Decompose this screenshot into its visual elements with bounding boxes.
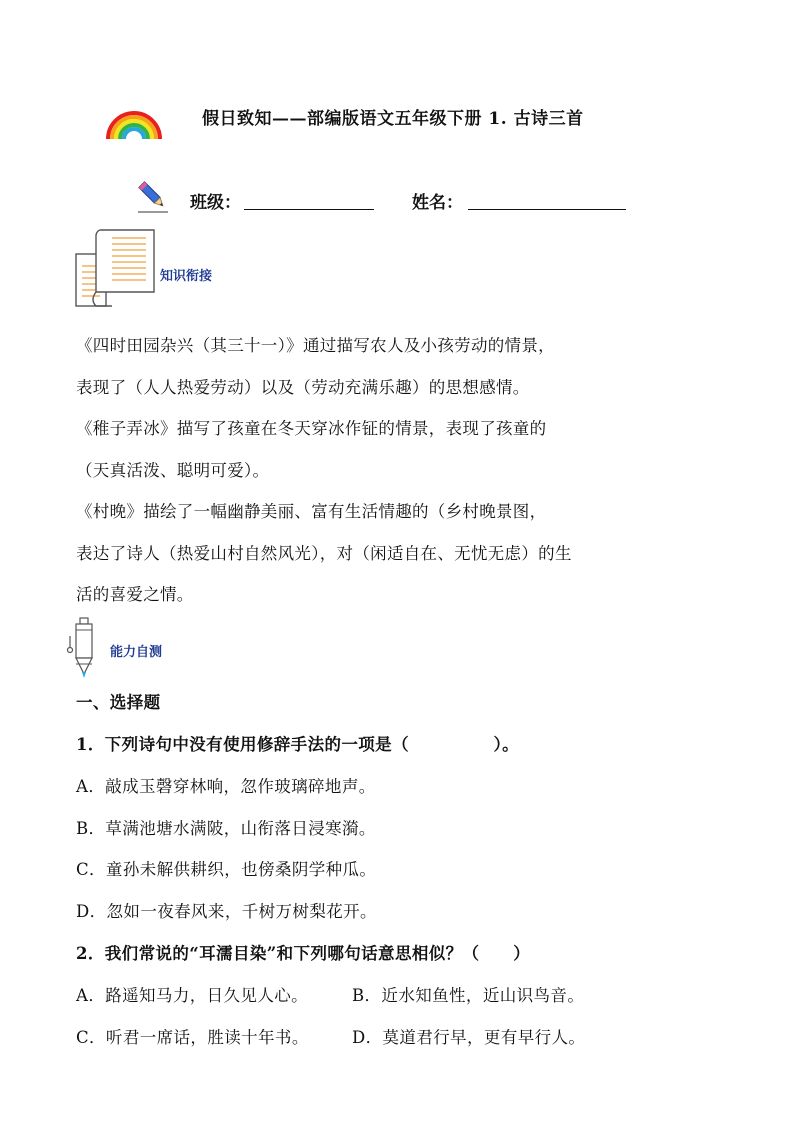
name-input-line[interactable] (468, 209, 626, 210)
name-label: 姓名： (412, 193, 463, 213)
question-2-option-c[interactable]: C．听君一席话，胜读十年书。 (76, 1028, 309, 1047)
rainbow-icon (104, 106, 164, 140)
knowledge-line-5: 《村晚》描绘了一幅幽静美丽、富有生活情趣的（乡村晚景图， (76, 502, 547, 521)
knowledge-line-4: （天真活泼、聪明可爱）。 (76, 460, 270, 480)
part-title: 一、选择题 (76, 693, 161, 712)
page-title: 假日致知——部编版语文五年级下册 1. 古诗三首 (202, 109, 584, 129)
pen-icon (64, 616, 104, 682)
knowledge-line-1: 《四时田园杂兴（其三十一）》通过描写农人及小孩劳动的情景， (76, 336, 555, 355)
class-input-line[interactable] (244, 209, 374, 210)
question-1-option-a[interactable]: A．敲成玉磬穿林响，忽作玻璃碎地声。 (76, 777, 376, 796)
knowledge-line-2: 表现了（人人热爱劳动）以及（劳动充满乐趣）的思想感情。 (76, 377, 530, 397)
knowledge-line-3: 《稚子弄冰》描写了孩童在冬天穿冰作钲的情景，表现了孩童的 (76, 419, 547, 438)
class-label: 班级： (190, 193, 241, 213)
pencil-icon (136, 178, 170, 214)
question-2-option-b[interactable]: B．近水知鱼性，近山识鸟音。 (352, 986, 585, 1005)
document-scroll-icon (72, 226, 158, 310)
section-label-test: 能力自测 (110, 645, 163, 660)
question-2-stem: 2．我们常说的“耳濡目染”和下列哪句话意思相似？（ ） (76, 944, 531, 963)
question-2-option-d[interactable]: D．莫道君行早，更有早行人。 (352, 1028, 586, 1047)
section-label-knowledge: 知识衔接 (160, 269, 213, 284)
knowledge-line-6: 表达了诗人（热爱山村自然风光），对（闲适自在、无忧无虑）的生 (76, 543, 572, 563)
question-1-option-c[interactable]: C．童孙未解供耕织，也傍桑阴学种瓜。 (76, 860, 377, 879)
knowledge-line-7: 活的喜爱之情。 (76, 585, 194, 604)
question-1-option-d[interactable]: D．忽如一夜春风来，千树万树梨花开。 (76, 902, 377, 921)
question-2-option-a[interactable]: A．路遥知马力，日久见人心。 (76, 986, 309, 1005)
question-1-stem: 1．下列诗句中没有使用修辞手法的一项是（ ）。 (76, 735, 520, 754)
question-1-option-b[interactable]: B．草满池塘水满陂，山衔落日浸寒漪。 (76, 819, 376, 838)
